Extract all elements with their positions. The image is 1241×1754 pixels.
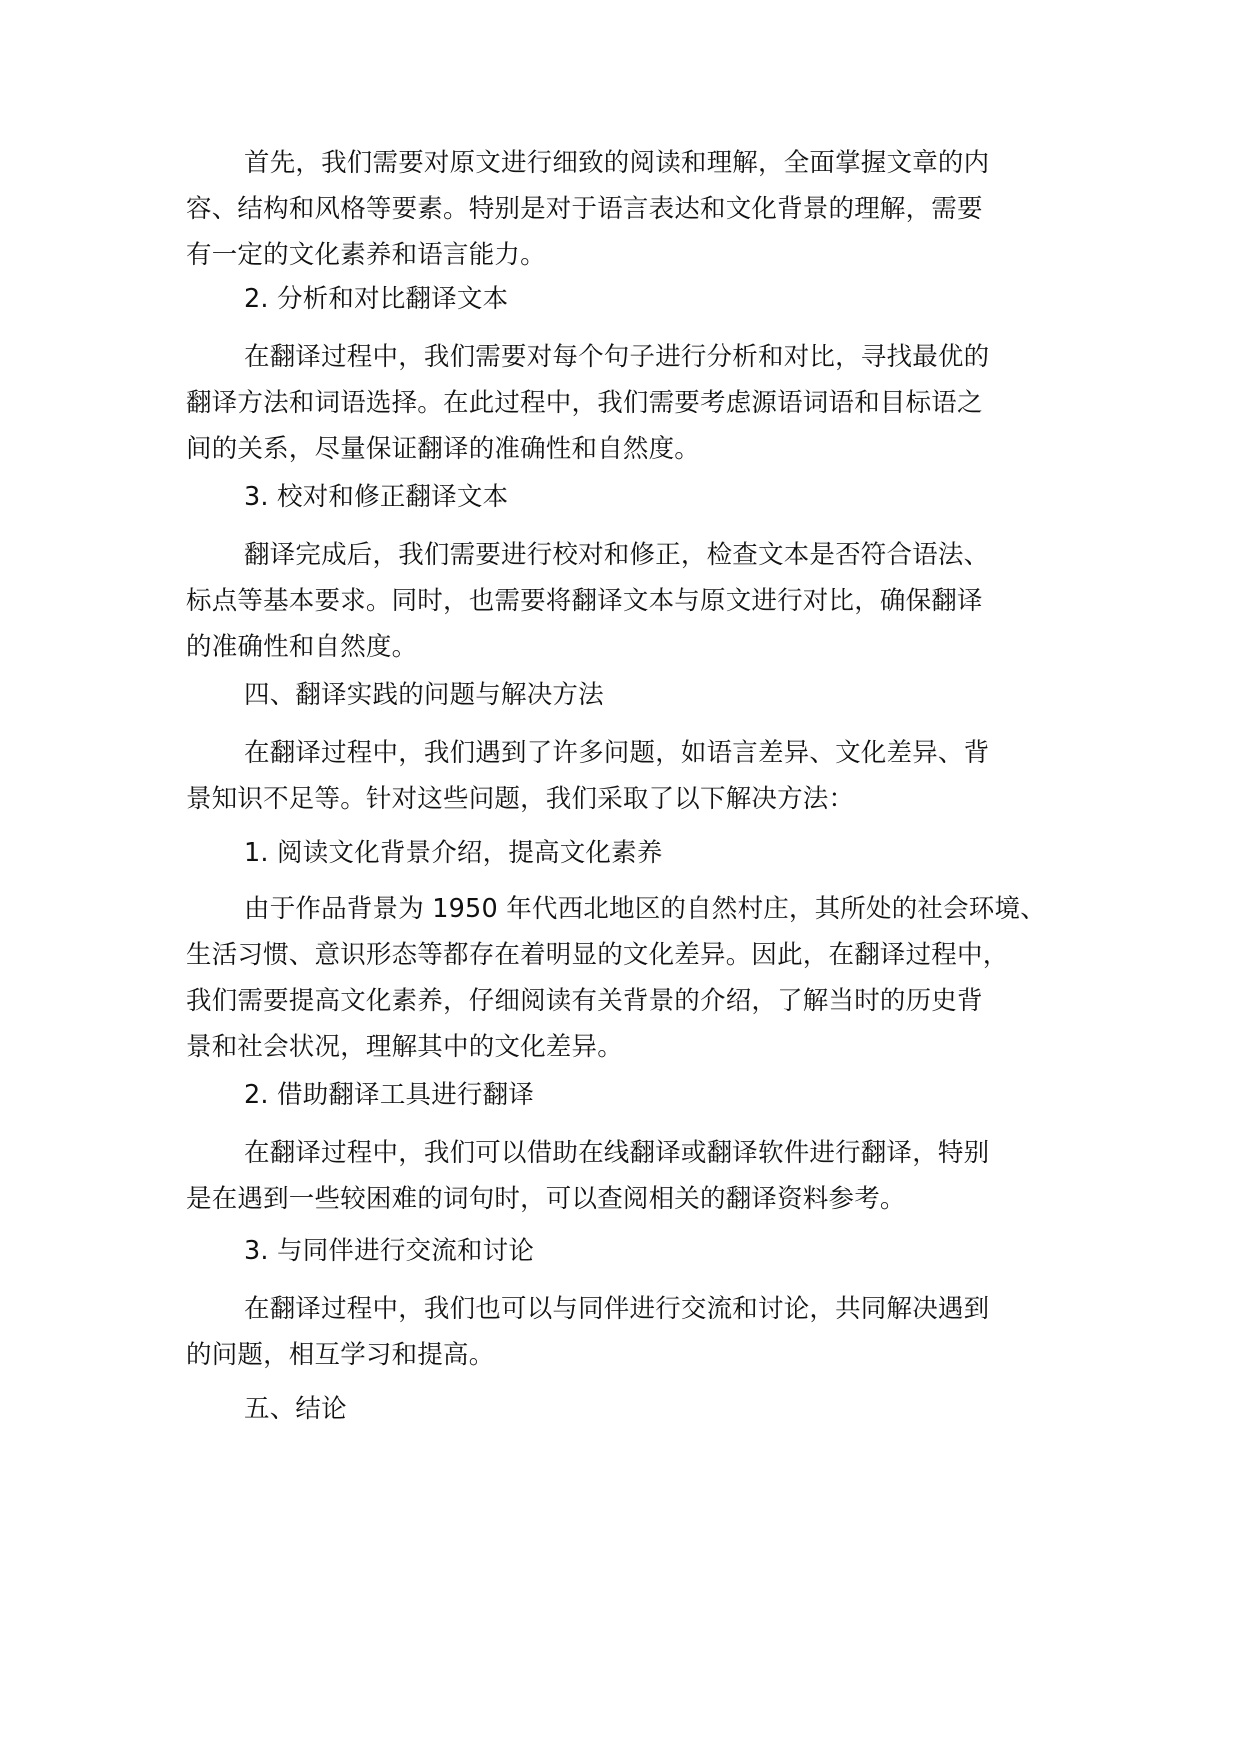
text-line: 间的关系，尽量保证翻译的准确性和自然度。 bbox=[186, 434, 701, 464]
section-heading-conclusion bbox=[186, 1386, 1076, 1432]
text-line: 在翻译过程中，我们遇到了许多问题，如语言差异、文化差异、背 bbox=[244, 738, 990, 768]
heading-read-background bbox=[186, 830, 1076, 876]
text-line: 景和社会状况，理解其中的文化差异。 bbox=[186, 1032, 623, 1062]
text-line: 生活习惯、意识形态等都存在着明显的文化差异。因此，在翻译过程中， bbox=[186, 940, 1009, 970]
text-line: 2. 借助翻译工具进行翻译 bbox=[244, 1080, 535, 1110]
paragraph-peer-discussion bbox=[186, 1286, 1076, 1378]
text-line: 翻译方法和词语选择。在此过程中，我们需要考虑源语词语和目标语之 bbox=[186, 388, 983, 418]
heading-peer-discussion bbox=[186, 1228, 1076, 1274]
text-line: 3. 与同伴进行交流和讨论 bbox=[244, 1236, 535, 1266]
text-line: 首先，我们需要对原文进行细致的阅读和理解，全面掌握文章的内 bbox=[244, 148, 990, 178]
text-line: 在翻译过程中，我们可以借助在线翻译或翻译软件进行翻译，特别 bbox=[244, 1138, 990, 1168]
heading-proofread bbox=[186, 474, 1076, 520]
text-line: 我们需要提高文化素养，仔细阅读有关背景的介绍，了解当时的历史背 bbox=[186, 986, 983, 1016]
text-line: 五、结论 bbox=[244, 1394, 347, 1424]
paragraph-analyze-compare bbox=[186, 334, 1076, 472]
text-line: 四、翻译实践的问题与解决方法 bbox=[244, 680, 604, 710]
text-line: 3. 校对和修正翻译文本 bbox=[244, 482, 509, 512]
text-line: 由于作品背景为 1950 年代西北地区的自然村庄，其所处的社会环境、 bbox=[244, 894, 1046, 924]
text-line: 的问题，相互学习和提高。 bbox=[186, 1340, 495, 1370]
text-line: 的准确性和自然度。 bbox=[186, 632, 418, 662]
paragraph-translation-tools bbox=[186, 1130, 1076, 1222]
text-line: 容、结构和风格等要素。特别是对于语言表达和文化背景的理解，需要 bbox=[186, 194, 983, 224]
text-line: 标点等基本要求。同时，也需要将翻译文本与原文进行对比，确保翻译 bbox=[186, 586, 983, 616]
text-line: 有一定的文化素养和语言能力。 bbox=[186, 240, 546, 270]
paragraph-proofread bbox=[186, 532, 1076, 670]
text-line: 在翻译过程中，我们也可以与同伴进行交流和讨论，共同解决遇到 bbox=[244, 1294, 990, 1324]
heading-translation-tools bbox=[186, 1072, 1076, 1118]
section-heading-problems bbox=[186, 672, 1076, 718]
text-line: 2. 分析和对比翻译文本 bbox=[244, 284, 509, 314]
text-line: 翻译完成后，我们需要进行校对和修正，检查文本是否符合语法、 bbox=[244, 540, 990, 570]
heading-analyze-compare bbox=[186, 276, 1076, 322]
paragraph-read-background bbox=[186, 886, 1076, 1070]
paragraph-understand-original bbox=[186, 140, 1076, 278]
text-line: 景知识不足等。针对这些问题，我们采取了以下解决方法： bbox=[186, 784, 855, 814]
text-line: 是在遇到一些较困难的词句时，可以查阅相关的翻译资料参考。 bbox=[186, 1184, 906, 1214]
text-line: 在翻译过程中，我们需要对每个句子进行分析和对比，寻找最优的 bbox=[244, 342, 990, 372]
text-line: 1. 阅读文化背景介绍，提高文化素养 bbox=[244, 838, 663, 868]
paragraph-problems bbox=[186, 730, 1076, 822]
